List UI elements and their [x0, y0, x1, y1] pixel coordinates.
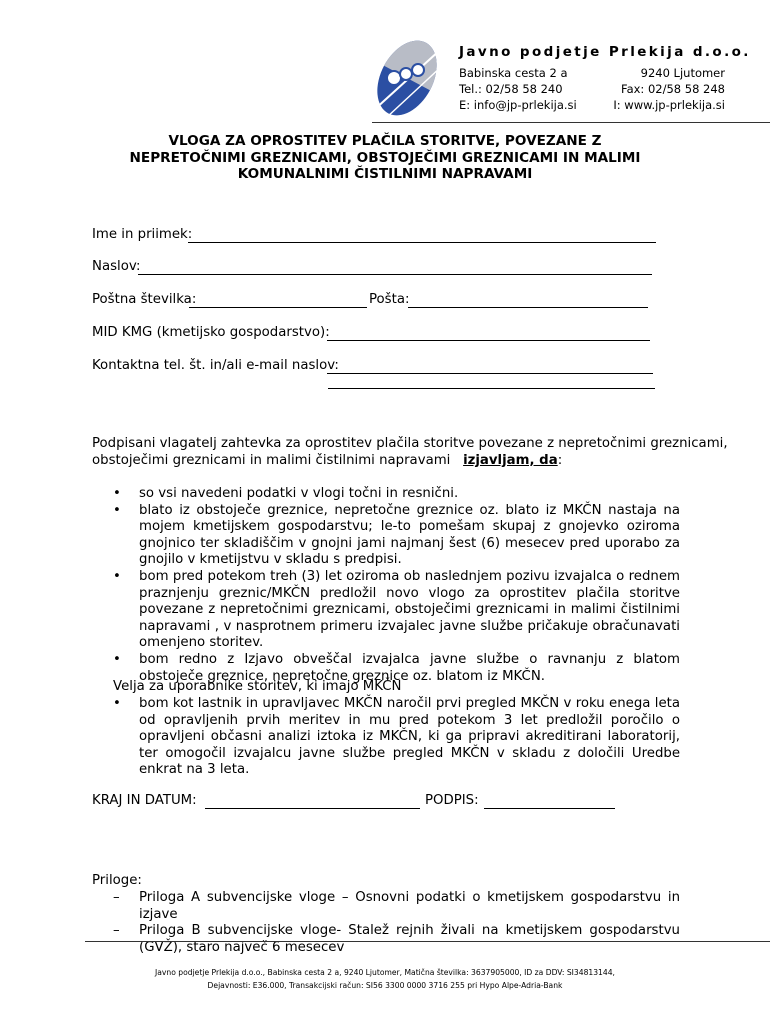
- bullet-icon: •: [113, 696, 121, 711]
- address-input-line[interactable]: [138, 274, 652, 275]
- company-tel: Tel.: 02/58 58 240: [459, 82, 563, 96]
- title-line: KOMUNALNIMI ČISTILNIMI NAPRAVAMI: [237, 166, 533, 182]
- footer-line: Javno podjetje Prlekija d.o.o., Babinska cesta 2 a, 9240 Ljutomer, Matična številka: 3637905000, ID za DDV: SI34813144,: [155, 968, 615, 977]
- document-title: [60, 133, 710, 183]
- attachment-text: Priloga A subvencijske vloge – Osnovni podatki o kmetijskem gospodarstvu in izjave: [139, 890, 680, 922]
- list-item: [113, 503, 680, 569]
- intro-paragraph: [92, 436, 728, 469]
- dash-icon: –: [113, 923, 120, 939]
- signature-input-line[interactable]: [484, 808, 615, 809]
- list-item-text: bom redno z Izjavo obveščal izvajalca javne službe o ravnanju z blatom obstoječe greznice, nepretočne greznice oz. blatom iz MKČN.: [139, 651, 680, 684]
- name-input-line[interactable]: [188, 242, 656, 243]
- postcode-label: Poštna številka:: [92, 292, 197, 307]
- attachment-text: Priloga B subvencijske vloge- Stalež rejnih živali na kmetijskem gospodarstvu (GVŽ), staro največ 6 mesecev: [139, 923, 680, 955]
- post-input-line[interactable]: [408, 307, 648, 308]
- list-item-text: blato iz obstoječe greznice, nepretočne greznice oz. blato iz MKČN nastaja na mojem kmetijskem gospodarstvu; le-to pomešam skupaj z gnojevko oziroma gnojnico ter skladiščim v gnojni jami najmanj šest (6) mesecev pred uporabo za gnojilo v kmetijstvu v skladu s predpisi.: [139, 502, 680, 568]
- title-line: NEPRETOČNIMI GREZNICAMI, OBSTOJEČIMI GREZNICAMI IN MALIMI: [129, 149, 641, 166]
- mkcn-heading: Velja za uporabnike storitev, ki imajo MKČN: [113, 679, 402, 694]
- list-item-text: so vsi navedeni podatki v vlogi točni in resnični.: [139, 486, 459, 501]
- list-item: [113, 569, 680, 652]
- intro-line-text: obstoječimi greznicami in malimi čistilnimi napravami: [92, 452, 451, 468]
- list-item: [113, 486, 680, 503]
- company-logo: [372, 32, 442, 124]
- header-divider: [372, 122, 770, 123]
- bullet-icon: •: [113, 502, 121, 518]
- company-address: Babinska cesta 2 a: [459, 66, 568, 80]
- address-label: Naslov:: [92, 259, 141, 274]
- footer-line: Dejavnosti: E36.000, Transakcijski račun: SI56 3300 0000 3716 255 pri Hypo Alpe-Adria-Bank: [207, 981, 563, 990]
- mid-input-line[interactable]: [327, 340, 650, 341]
- mid-label: MID KMG (kmetijsko gospodarstvo):: [92, 325, 330, 340]
- intro-line: [92, 453, 728, 470]
- company-city: 9240 Ljutomer: [640, 66, 725, 80]
- contact-label: Kontaktna tel. št. in/ali e-mail naslov:: [92, 358, 339, 373]
- place-date-input-line[interactable]: [205, 808, 420, 809]
- intro-line: Podpisani vlagatelj zahtevka za oprostitev plačila storitve povezane z nepretočnimi greznicami,: [92, 436, 728, 451]
- declaration-phrase: izjavljam, da: [463, 452, 558, 468]
- postcode-input-line[interactable]: [189, 307, 367, 308]
- attachment-item: [113, 923, 680, 956]
- list-item-text: bom kot lastnik in upravljavec MKČN naročil prvi pregled MKČN v roku enega leta od opravljenih prvih meritev in mu pred potekom 3 let predložil poročilo o opravljeni občasni analizi iztoka iz MKČN, ki ga pripravi akreditirani laboratorij, ter omogočil izvajalcu javne službe pregled MKČN v skladu z določili Uredbe enkrat na 3 leta.: [139, 696, 680, 778]
- list-item-text: bom pred potekom treh (3) let oziroma ob naslednjem pozivu izvajalca o rednem praznjenju greznic/MKČN predložil novo vlogo za oprostitev plačila storitve povezane z nepretočnimi greznicami, obstoječimi greznicami in malimi čistilnimi napravami , v nasprotnem primeru izvajalec javne službe pričakuje obračunavati omenjeno storitev.: [139, 568, 680, 651]
- attachments-heading: Priloge:: [92, 873, 142, 888]
- title-line: VLOGA ZA OPROSTITEV PLAČILA STORITVE, POVEZANE Z: [168, 133, 602, 149]
- company-fax: Fax: 02/58 58 248: [621, 82, 725, 96]
- company-name: Javno podjetje Prlekija d.o.o.: [459, 44, 751, 60]
- list-item: [113, 696, 680, 779]
- attachment-item: [113, 890, 680, 923]
- mkcn-list: [113, 696, 680, 779]
- contact-input-line[interactable]: [327, 373, 653, 374]
- attachments-list: [113, 890, 680, 956]
- bullet-icon: •: [113, 568, 121, 584]
- footer-divider: [85, 941, 770, 942]
- declaration-list: [113, 486, 680, 685]
- bullet-icon: •: [113, 486, 121, 501]
- post-label: Pošta:: [369, 292, 410, 307]
- company-email: E: info@jp-prlekija.si: [459, 98, 577, 112]
- dash-icon: –: [113, 890, 120, 905]
- contact-input-line-2[interactable]: [328, 388, 655, 389]
- signature-label: PODPIS:: [425, 793, 479, 808]
- company-web: I: www.jp-prlekija.si: [613, 98, 725, 112]
- place-date-label: KRAJ IN DATUM:: [92, 793, 197, 808]
- name-label: Ime in priimek:: [92, 227, 193, 242]
- bullet-icon: •: [113, 651, 121, 667]
- declaration-colon: :: [557, 452, 563, 468]
